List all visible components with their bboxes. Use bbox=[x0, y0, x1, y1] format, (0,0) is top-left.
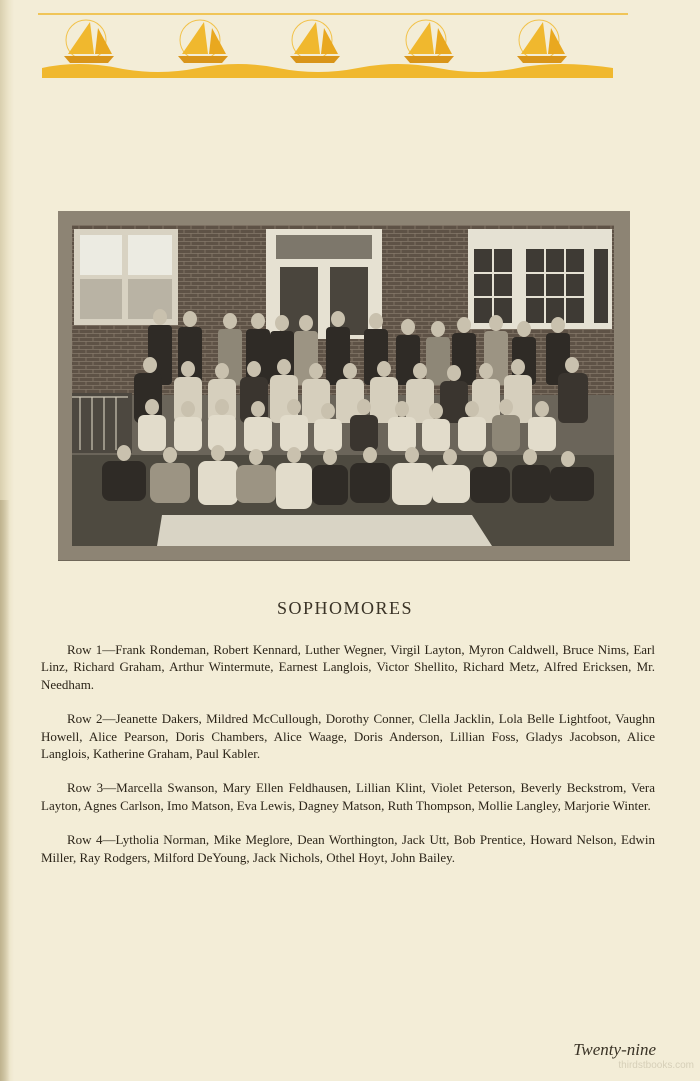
page-binding-shadow bbox=[0, 500, 10, 1081]
photo-frame bbox=[58, 211, 630, 560]
caption-row-2: Row 2—Jeanette Dakers, Mildred McCullough, Dorothy Conner, Clella Jacklin, Lola Belle Lightfoot, Vaughn Howell, Alice Pearson, Doris Chambers, Alice Waage, Doris Anderson, Lillian Foss, Gladys Jacobson, Alice Langlois, Katherine Graham, Paul Kabler. bbox=[41, 711, 655, 762]
caption-row-4: Row 4—Lytholia Norman, Mike Meglore, Dean Worthington, Jack Utt, Bob Prentice, Howard Nelson, Edwin Miller, Ray Rodgers, Milford DeYoung, Jack Nichols, Othel Hoyt, John Bailey. bbox=[41, 832, 655, 865]
sailboat-frieze-icon bbox=[38, 10, 628, 80]
class-photo bbox=[72, 225, 614, 546]
caption-row-1: Row 1—Frank Rondeman, Robert Kennard, Luther Wegner, Virgil Layton, Myron Caldwell, Bruce Nims, Earl Linz, Richard Graham, Arthur Wintermute, Earnest Langlois, Victor Shellito, Richard Metz, Alfred Ericksen, Mr. Needham. bbox=[41, 642, 655, 692]
caption-rows bbox=[41, 641, 655, 883]
page-number: Twenty-nine bbox=[573, 1040, 656, 1059]
header-ornament bbox=[38, 10, 628, 80]
section-title: SOPHOMORES bbox=[276, 598, 414, 618]
class-photo-image bbox=[72, 225, 614, 546]
watermark-text: thirdstbooks.com bbox=[618, 1060, 694, 1071]
caption-row-3: Row 3—Marcella Swanson, Mary Ellen Feldhausen, Lillian Klint, Violet Peterson, Beverly Beckstrom, Vera Layton, Agnes Carlson, Imo Matson, Eva Lewis, Dagney Matson, Ruth Thompson, Mollie Langley, Marjorie Winter. bbox=[41, 780, 655, 813]
